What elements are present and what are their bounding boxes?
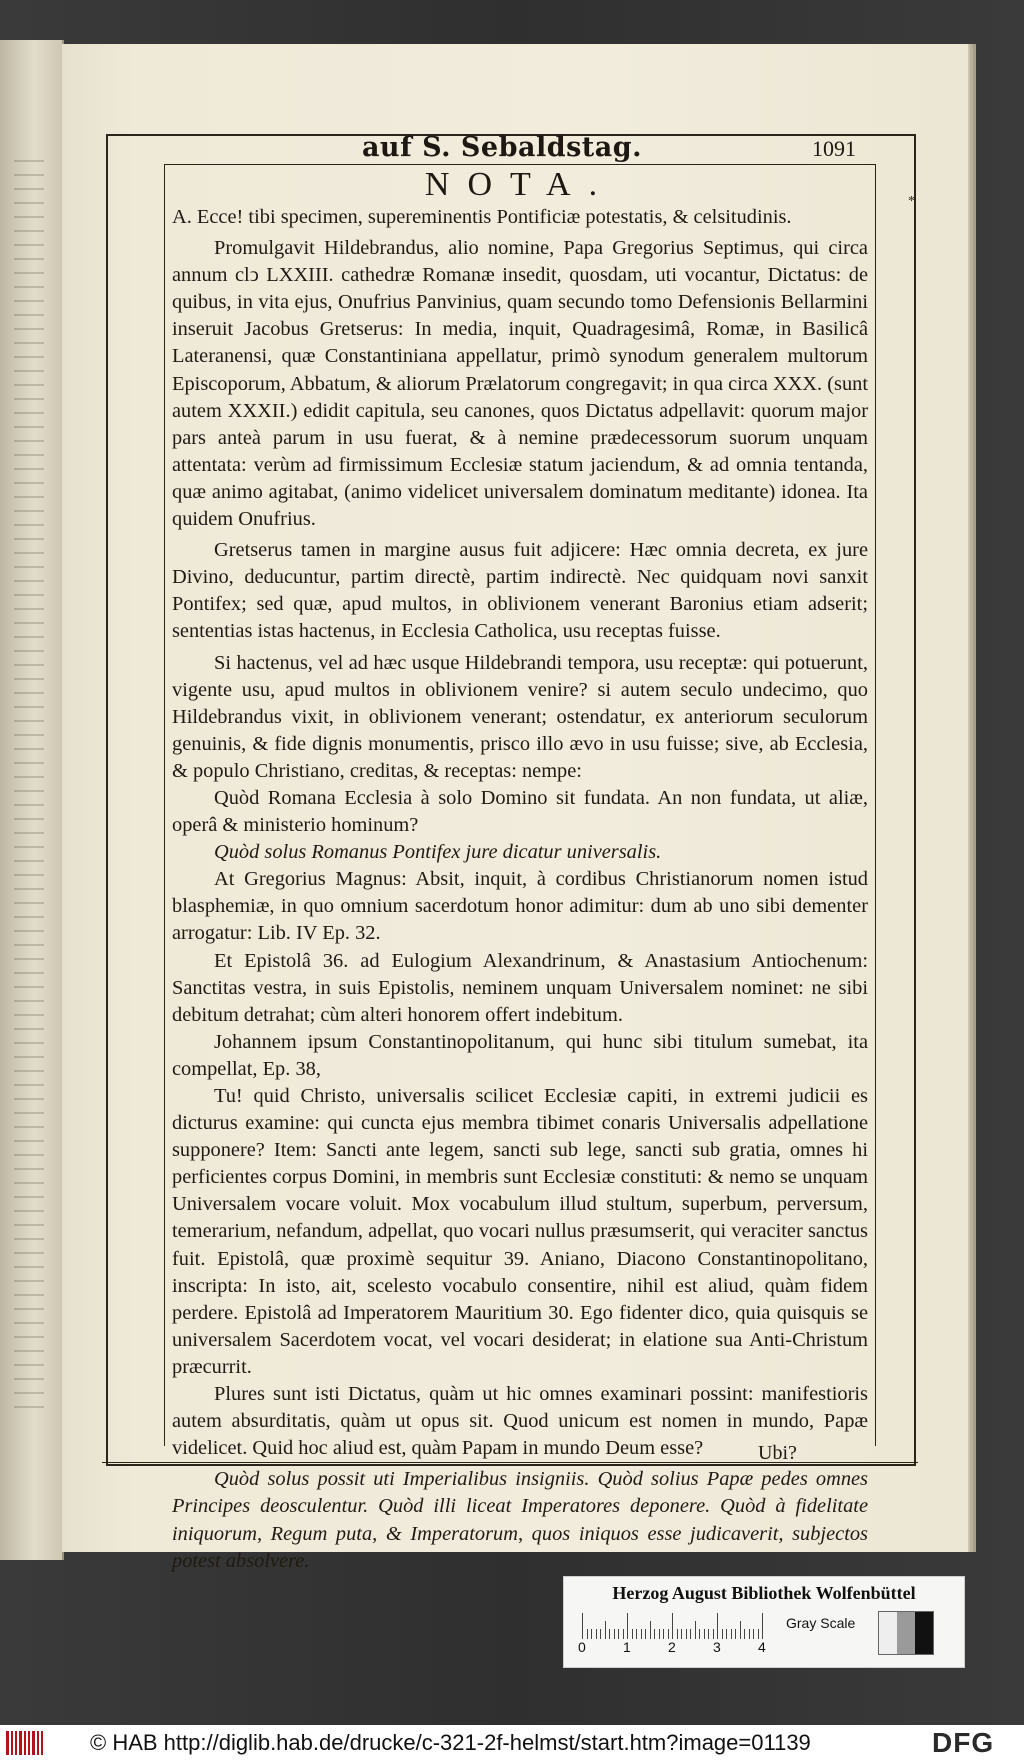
swatch-mid — [897, 1612, 915, 1654]
header-rule — [164, 164, 876, 165]
gray-scale-swatch — [878, 1611, 934, 1655]
paragraph: Et Epistolâ 36. ad Eulogium Alexandrinum, & Anastasium Antiochenum: Sanctitas vestra, in suis Epistolis, neminem unquam Universalem nominet: ne sibi debitum detrahat; cùm alteri honorem offert indebitum. — [172, 949, 868, 1026]
ruler-tick — [645, 1629, 646, 1639]
ruler-tick — [744, 1629, 745, 1639]
barcode-bar — [11, 1731, 13, 1755]
paragraph-italic: Quòd solus Romanus Pontifex jure dicatur universalis. — [214, 841, 662, 864]
paragraph: Promulgavit Hildebrandus, alio nomine, Papa Gregorius Septimus, qui circa annum clↄ LXXIII. cathedræ Romanæ insedit, quosdam, uti vocantur, Dictatus: de quibus, in vita ejus, Onufrius Panvinius, quam secundo tomo Defensionis Bellarmini inseruit Jacobus Gretserus: In media, inquit, Quadragesimâ, Romæ, in Basilicâ Lateranensi, quæ Constantiniana appellatur, primò synodum generalem multorum Episcoporum, Abbatum, & aliorum Prælatorum congregavit; in qua circa XXX. (sunt autem XXXII.) edidit capitula, seu canones, quos Dictatus adpellavit: quorum major pars anteà parum in usu fuerat, & à nemine prædecessorum suorum unquam attentata: verùm ad firmissimum Ecclesiæ statum jaciendum, & ad omnia tentanda, quæ animo agitabat, (animo videlicet universalem dominatum meditante) idonea. Ita quidem Onufrius. — [172, 237, 868, 531]
ruler-tick — [663, 1629, 664, 1639]
ruler-tick — [641, 1629, 642, 1639]
barcode-bar — [19, 1731, 22, 1755]
ruler-tick — [587, 1629, 588, 1639]
ruler-tick — [735, 1629, 736, 1639]
scale-number: 4 — [758, 1639, 766, 1655]
scale-number: 0 — [578, 1639, 586, 1655]
ruler-tick — [690, 1629, 691, 1639]
paragraph: At Gregorius Magnus: Absit, inquit, à cordibus Christianorum nomen istud blasphemiæ, in quo omnium sacerdotum honor adimitur: dum ab uno sibi dementer arrogatur: Lib. IV Ep. 32. — [172, 868, 868, 945]
ruler-tick — [731, 1629, 732, 1639]
ruler-tick — [699, 1629, 700, 1639]
barcode-bar — [32, 1731, 35, 1755]
paragraph: Johannem ipsum Constantinopolitanum, qui hunc sibi titulum sumebat, ita compellat, Ep. 38, — [172, 1030, 868, 1080]
ruler-tick — [753, 1629, 754, 1639]
ruler-scale — [582, 1611, 772, 1639]
ruler-tick — [596, 1629, 597, 1639]
paragraph: Plures sunt isti Dictatus, quàm ut hic omnes examinari possint: manifestioris autem absurditatis, quàm ut opus sit. Quod unicum est nomen in mundo, Papæ videlicet. Quid hoc aliud est, quàm Papam in mundo Deum esse? — [172, 1383, 868, 1460]
paragraph: Gretserus tamen in margine ausus fuit adjicere: Hæc omnia decreta, ex jure Divino, deducuntur, partim directè, partim indirectè. Nec quidquam novi sanxit Pontifex; sed quæ, apud multos, in oblivionem venerant Baronius etiam adserit; sententias istas hactenus, in Ecclesia Catholica, usu receptas fuisse. — [172, 539, 868, 643]
ruler-tick — [758, 1629, 759, 1639]
ruler-tick — [627, 1613, 628, 1639]
ruler-tick — [614, 1629, 615, 1639]
paragraph: Tu! quid Christo, universalis scilicet Ecclesiæ capiti, in extremi judicii es dicturus examine: qui cuncta ejus membra tibimet conaris Universalis adpellatione supponere? Item: Sancti ante legem, sancti sub lege, sancti sub gratia, omnes hi perficientes corpus Domini, in membris sunt Ecclesiæ constituti: & nemo se unquam Universalem vocare voluit. Mox vocabulum illud stultum, superbum, perversum, temerarium, nefandum, adpellat, quo vocari nullus præsumserit, qui veraciter sanctus fuit. Epistolâ, quæ proximè sequitur 39. Aniano, Diacono Constantinopolitano, inscripta: In isto, ait, scelesto vocabulo consentire, nihil est aliud, quàm fidem perdere. Epistolâ ad Imperatorem Mauritium 30. Ego fidenter dico, quia quisquis se universalem Sacerdotem vocat, vel vocari desiderat; in elatione sua Anti-Christum præcurrit. — [172, 1085, 868, 1378]
footer-bar — [0, 1725, 1024, 1761]
scale-number: 2 — [668, 1639, 676, 1655]
ruler-tick — [740, 1621, 741, 1639]
running-head: auf S. Sebaldstag. — [361, 132, 643, 163]
ruler-tick — [695, 1621, 696, 1639]
barcode-bar — [41, 1731, 43, 1755]
ruler-tick — [591, 1629, 592, 1639]
barcode-bar — [28, 1731, 30, 1755]
ruler-tick — [726, 1629, 727, 1639]
ruler-tick — [636, 1629, 637, 1639]
gray-scale-label: Gray Scale — [786, 1615, 856, 1631]
ruler-tick — [632, 1629, 633, 1639]
ruler-tick — [717, 1613, 718, 1639]
previous-page-edge — [0, 40, 64, 1560]
book-page — [62, 44, 968, 1572]
ruler-tick — [654, 1629, 655, 1639]
ruler-tick — [668, 1629, 669, 1639]
scale-number: 3 — [713, 1639, 721, 1655]
page-number: 1091 — [812, 136, 856, 161]
ruler-tick — [605, 1621, 606, 1639]
margin-mark: * — [908, 194, 915, 209]
ruler-tick — [749, 1629, 750, 1639]
barcode-bar — [6, 1731, 9, 1755]
bleed-through-text — [14, 160, 44, 1410]
ruler-tick — [681, 1629, 682, 1639]
swatch-dark — [915, 1612, 933, 1654]
library-plaque — [563, 1576, 965, 1668]
ruler-tick — [623, 1629, 624, 1639]
ruler-tick — [582, 1613, 583, 1639]
body-text — [172, 204, 868, 1575]
paragraph-italic: Quòd Romana Ecclesia à solo Domino sit fundata. An non fundata, ut aliæ, operâ & ministerio hominum? — [172, 786, 868, 837]
ruler-tick — [713, 1629, 714, 1639]
swatch-light — [879, 1612, 897, 1654]
ruler-tick — [659, 1629, 660, 1639]
ruler-tick — [722, 1629, 723, 1639]
barcode-bar — [15, 1731, 17, 1755]
paragraph-italic: Quòd solus possit uti Imperialibus insigniis. Quòd solius Papæ pedes omnes Principes deosculentur. Quòd illi liceat Imperatores deponere. Quòd à fidelitate iniquorum, Regum puta, & Imperatorum, quos iniquos esse judicaverit, subjectos potest absolvere. — [172, 1468, 868, 1572]
ruler-tick — [762, 1613, 763, 1639]
paragraph: Si hactenus, vel ad hæc usque Hildebrandi tempora, usu receptæ: qui potuerunt, vigente usu, apud multos in oblivionem venire? si autem seculo undecimo, quo Hildebrandus vixit, in oblivionem venerant; ostendatur, ex anteriorum seculorum genuinis, & fide dignis monumentis, prisco illo ævo in usu fuisse; sive, ab Ecclesia, & populo Christiano, creditas, & receptas: nempe: — [172, 651, 868, 782]
barcode-bar — [37, 1731, 39, 1755]
ruler-tick — [618, 1629, 619, 1639]
ruler-tick — [672, 1613, 673, 1639]
barcode-bar — [24, 1731, 26, 1755]
institution-name: Herzog August Bibliothek Wolfenbüttel — [612, 1583, 916, 1603]
scale-number: 1 — [623, 1639, 631, 1655]
ruler-tick — [686, 1629, 687, 1639]
paragraph: A. Ecce! tibi specimen, supereminentis Pontificiæ potestatis, & celsitudinis. — [172, 206, 792, 228]
ruler-tick — [708, 1629, 709, 1639]
ruler-tick — [609, 1629, 610, 1639]
catchword: Ubi? — [758, 1442, 797, 1464]
copyright-link[interactable]: © HAB http://diglib.hab.de/drucke/c-321-2f-helmst/start.htm?image=01139 — [90, 1730, 811, 1755]
ruler-tick — [677, 1629, 678, 1639]
ruler-tick — [600, 1629, 601, 1639]
ruler-tick — [704, 1629, 705, 1639]
dfg-logo: DFG — [932, 1727, 995, 1758]
section-title: NOTA. — [424, 166, 616, 203]
barcode-icon — [6, 1731, 50, 1755]
ruler-tick — [650, 1621, 651, 1639]
